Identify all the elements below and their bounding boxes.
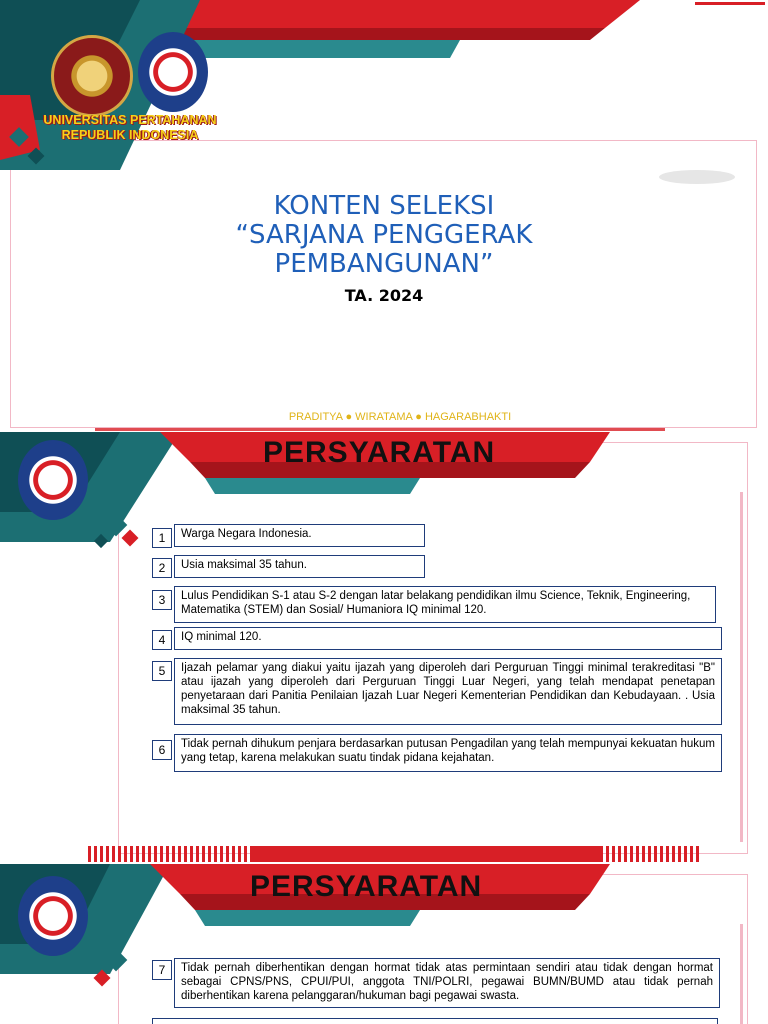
requirement-item: Tidak pernah diberhentikan dengan hormat tidak atas permintaan sendiri atau tidak dengan hormat sebagai CPNS/PNS, CPUI/PUI, anggota TNI/POLRI, pegawai BUMN/BUMD atau tidak pernah diberhentikan karena pelanggaran/hukuman bagi pegawai swasta. bbox=[174, 958, 720, 1008]
requirement-item: IQ minimal 120. bbox=[174, 627, 722, 650]
university-name-line1: UNIVERSITAS PERTAHANAN bbox=[43, 113, 217, 127]
title-line1: KONTEN SELEKSI bbox=[273, 191, 495, 221]
requirement-item: Tidak pernah dihukum penjara berdasarkan putusan Pengadilan yang telah mempunyai kekuatan hukum yang tetap, karena melakukan suatu tindak pidana kejahatan. bbox=[174, 734, 722, 772]
year-label: TA. 2024 bbox=[344, 286, 424, 305]
footer-bar bbox=[250, 846, 600, 862]
title-slide bbox=[0, 0, 768, 432]
motto: PRADITYA ● WIRATAMA ● HAGARABHAKTI bbox=[288, 411, 512, 423]
requirement-item: Usia maksimal 35 tahun. bbox=[174, 555, 425, 578]
university-name bbox=[24, 113, 236, 143]
item-number: 3 bbox=[152, 590, 172, 610]
unhan-emblem-icon bbox=[138, 32, 208, 112]
item-number: 7 bbox=[152, 960, 172, 980]
title-line3: PEMBANGUNAN” bbox=[274, 249, 494, 279]
unhan-emblem-icon bbox=[18, 876, 88, 956]
page-title: PERSYARATAN bbox=[263, 436, 496, 469]
page-title: PERSYARATAN bbox=[250, 870, 483, 903]
item-number: 2 bbox=[152, 558, 172, 578]
footer-stripes bbox=[600, 846, 700, 862]
kemhan-emblem-icon bbox=[51, 35, 133, 117]
item-number: 4 bbox=[152, 630, 172, 650]
item-number: 1 bbox=[152, 528, 172, 548]
title-line2: “SARJANA PENGGERAK bbox=[235, 220, 533, 250]
unhan-emblem-icon bbox=[18, 440, 88, 520]
requirements-slide-1 bbox=[0, 432, 768, 864]
requirements-slide-2 bbox=[0, 864, 768, 1024]
university-name-line2: REPUBLIK INDONESIA bbox=[61, 128, 199, 142]
requirement-item: Warga Negara Indonesia. bbox=[174, 524, 425, 547]
requirement-item: Ijazah pelamar yang diakui yaitu ijazah yang diperoleh dari Perguruan Tinggi minimal terakreditasi "B" atau ijazah yang diperoleh dari Perguruan Tinggi Luar Negeri, yang telah mendapat penetapan penyetaraan dari Panitia Penilaian Ijazah Luar Negeri Kementerian Pendidikan dan Kebudayaan. . Usia maksimal 35 tahun. bbox=[174, 658, 722, 725]
item-number: 5 bbox=[152, 661, 172, 681]
requirement-item: Lulus Pendidikan S-1 atau S-2 dengan latar belakang pendidikan ilmu Science, Teknik, Engineering, Matematika (STEM) dan Sosial/ Humaniora IQ minimal 120. bbox=[174, 586, 716, 623]
item-number: 6 bbox=[152, 740, 172, 760]
next-item-edge bbox=[152, 1018, 718, 1024]
footer-stripes bbox=[88, 846, 248, 862]
